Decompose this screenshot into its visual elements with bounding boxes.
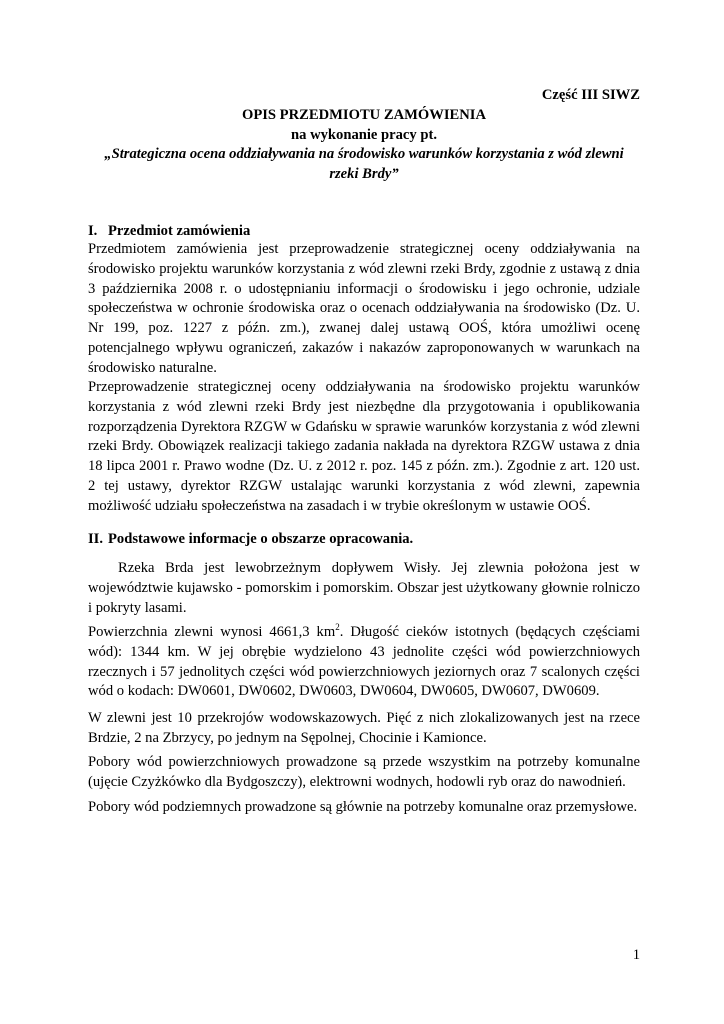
section-2-title: Podstawowe informacje o obszarze opracowania.	[108, 531, 414, 547]
section-1-paragraph-2: Przeprowadzenie strategicznej oceny oddziaływania na środowisko projektu warunków korzystania z wód zlewni rzeki Brdy jest niezbędne dla przygotowania i opublikowania rozporządzenia Dyrektora RZGW w Gdańsku w sprawie warunków korzystania z wód zlewni rzeki Brdy. Obowiązek realizacji takiego zadania nakłada na dyrektora RZGW ustawa z dnia 18 lipca 2001 r. Prawo wodne (Dz. U. z 2012 r. poz. 145 z późn. zm.). Zgodnie z art. 120 ust. 2 tej ustawy, dyrektor RZGW ustalając warunki korzystania z wód zlewni, zapewnia możliwość udziału społeczeństwa na zasadach i w trybie określonym w ustawie OOŚ.	[88, 379, 640, 514]
section-2-paragraph-2	[88, 623, 640, 702]
area-text: Powierzchnia zlewni wynosi 4661,3 km	[88, 624, 336, 640]
section-2-paragraph-3: W zlewni jest 10 przekrojów wodowskazowych. Pięć z nich zlokalizowanych jest na rzece Brdzie, 2 na Zbrzycy, po jednym na Sępolnej, Chocinie i Kamionce.	[88, 710, 640, 746]
page-number: 1	[632, 947, 640, 963]
work-title: „Strategiczna ocena oddziaływania na środowisko warunków korzystania z wód zlewni rzeki Brdy”	[104, 146, 624, 182]
area-exponent: 2	[335, 622, 340, 633]
section-1-paragraph-1: Przedmiotem zamówienia jest przeprowadzenie strategicznej oceny oddziaływania na środowisko projektu warunków korzystania z wód zlewni rzeki Brdy, zgodnie z ustawą z dnia 3 października 2008 r. o udostępnianiu informacji o środowisku i jego ochronie, udziale społeczeństwa w ochronie środowiska oraz o ocenach oddziaływania na środowisko (Dz. U. Nr 199, poz. 1227 z późn. zm.), zwanej dalej ustawą OOŚ, która umożliwi ocenę potencjalnego wpływu ograniczeń, zakazów i nakazów zaproponowanych w warunkach na środowisko naturalne.	[88, 241, 640, 376]
section-2-heading	[88, 530, 413, 548]
title-block	[88, 106, 640, 184]
section-2-number: II.	[88, 531, 104, 547]
section-2-paragraph-5: Pobory wód podziemnych prowadzone są głównie na potrzeby komunalne oraz przemysłowe.	[88, 799, 638, 815]
document-title: OPIS PRZEDMIOTU ZAMÓWIENIA	[241, 107, 487, 123]
section-2-paragraph-1: Rzeka Brda jest lewobrzeżnym dopływem Wisły. Jej zlewnia położona jest w województwie kujawsko - pomorskim i pomorskim. Obszar jest użytkowany głownie rolniczo i pokryty lasami.	[88, 560, 640, 616]
section-1-title: Przedmiot zamówienia	[108, 223, 251, 239]
section-1-heading	[88, 222, 250, 240]
section-2-paragraph-4: Pobory wód powierzchniowych prowadzone są przede wszystkim na potrzeby komunalne (ujęcie Czyżkówko dla Bydgoszczy), elektrowni wodnych, hodowli ryb oraz do nawodnień.	[88, 754, 640, 790]
document-subtitle: na wykonanie pracy pt.	[291, 126, 437, 143]
part-label: Część III SIWZ	[541, 87, 640, 103]
area-text-continued: . Długość cieków istotnych (będących częściami wód): 1344 km. W jej obrębie wydzielono 43 jednolite części wód powierzchniowych rzecznych i 57 jednolitych części wód powierzchniowych jeziornych oraz 7 scalonych części wód o kodach: DW0601, DW0602, DW0603, DW0604, DW0605, DW0607, DW0609.	[88, 624, 640, 700]
section-1-number: I.	[88, 223, 98, 239]
document-page	[88, 0, 640, 1024]
